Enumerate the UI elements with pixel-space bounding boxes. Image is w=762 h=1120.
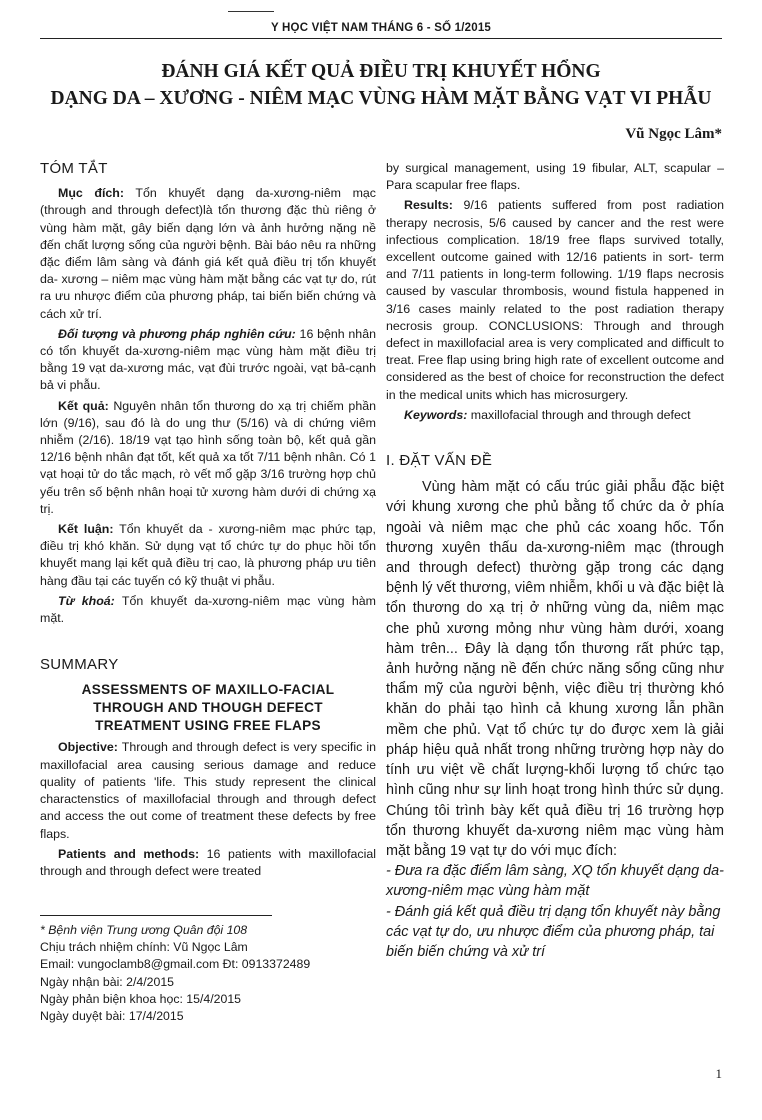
page-number: 1 [715, 1066, 722, 1081]
patients-text: 16 patients with maxillofacial through and through defect were treated [40, 846, 376, 878]
keywords-label: Keywords: [404, 407, 468, 422]
footnotes [40, 922, 376, 1025]
subjects-text: 16 bệnh nhân có tổn khuyết da-xương-niêm mạc vùng hàm mặt điều trị bằng 19 vạt da-xương mác, vạt đùi trước ngoài, vạt bả-cạnh bả vi phẫu. [40, 326, 376, 393]
summary-subtitle-line-1: ASSESSMENTS OF MAXILLO-FACIAL [81, 682, 335, 698]
intro-aim-2: - Đánh giá kết quả điều trị dạng tổn khuyết này bằng các vạt tự do, ưu nhược điểm của phương pháp, tai biến biến chứng và xử trí [386, 903, 721, 960]
footnote-reviewed: Ngày phản biện khoa học: 15/4/2015 [40, 991, 242, 1006]
summary-patients [40, 846, 376, 880]
summary-subtitle [40, 681, 376, 735]
summary-subtitle-line-2: THROUGH AND THOUGH DEFECT [93, 700, 323, 716]
keywords-vi-label: Từ khoá: [58, 593, 115, 608]
intro-aim-1: - Đưa ra đặc điểm lâm sàng, XQ tổn khuyết dạng da-xương-niêm mạc vùng hàm mặt [386, 863, 724, 900]
keywords-text: maxillofacial through and through defect [467, 407, 691, 422]
summary-objective [40, 739, 376, 842]
results-text: 9/16 patients suffered from post radiation therapy necrosis, 5/6 caused by cancer and the rest were infectious complication. 18/19 free flaps survived totally, excellent outcome gained with 12/16 patients in sort- term and 7/11 patients in long-term following. 1/19 flaps necrosis caused by vascular thrombosis, wound fistula happened in 3/16 cases mainly related to the post radiation therapy necrosis group. CONCLUSIONS: Through and through defect in maxillofacial area is very complicated and difficult to treat. Free flap using bring high rate of excellent outcome and considered as the best of choice for reconstruction the defect in the medical units which has microsurgery. [386, 198, 724, 402]
article-title [40, 58, 722, 112]
results-vi-text: Nguyên nhân tổn thương do xạ trị chiếm phần lớn (9/16), sau đó là do ung thư (5/16) và di chứng viêm nhiễm (2/16). 18/19 vạt tạo hình sống toàn bộ, kết quả gần 12/16 bệnh nhân đạt tốt, kết quả xa tốt 7/11 bệnh nhân. Có 1 vạt hoại tử do tắc mạch, rò vết mổ gặp 3/16 trường hợp chủ yếu trên số bệnh nhân hoại tử xương hàm dưới di chứng xạ trị. [40, 398, 376, 516]
objective-label: Objective: [58, 740, 118, 755]
objective-text: Through and through defect is very specific in maxillofacial area causing serious damage and reduce quality of patients 'life. This study represent the clinical charactenstics of maxillofacial through and through defect and access the out come of treatment these defects by free flaps. [40, 740, 376, 841]
summary-results [386, 197, 724, 403]
header-rule [40, 38, 722, 39]
top-decorative-rule [228, 11, 274, 12]
running-head: Y HỌC VIỆT NAM THÁNG 6 - SỐ 1/2015 [270, 22, 492, 34]
title-line-1: ĐÁNH GIÁ KẾT QUẢ ĐIỀU TRỊ KHUYẾT HỔNG [161, 61, 601, 82]
subjects-label: Đối tượng và phương pháp nghiên cứu: [58, 326, 296, 341]
patients-label: Patients and methods: [58, 846, 200, 861]
footnote-responsible: Chịu trách nhiệm chính: Vũ Ngọc Lâm [40, 940, 248, 955]
footnote-affiliation: * Bệnh viện Trung ương Quân đội 108 [40, 923, 248, 937]
results-label: Results: [404, 198, 453, 213]
abstract-subjects [40, 326, 376, 395]
right-column [386, 160, 724, 962]
summary-subtitle-line-3: TREATMENT USING FREE FLAPS [95, 718, 321, 734]
author: Vũ Ngọc Lâm* [625, 126, 722, 142]
intro-body: Vùng hàm mặt có cấu trúc giải phẫu đặc biệt với khung xương che phủ bằng tổ chức da ở phía ngoài và niêm mạc che phủ các xoang hốc. Tổn thương xuyên thấu da-xương-niêm mạc (through and through defect) thường gặp trong các dạng bệnh lý vết thương, viêm nhiễm, khối u và đặc biệt là tổn thương do xạ trị ở những vùng da, niêm mạc che phủ xương mỏng như vùng hàm dưới, xoang hàm trên... Đây là dạng tổn thương rất phức tạp, ảnh hưởng nặng nề đến chức năng sống cũng như thẩm mỹ của người bệnh, việc điều trị thường khó khăn do phải tạo hình cả khung xương lẫn phần mềm che phủ. Vạt tổ chức tự do được xem là giải pháp hiệu quả nhất trong những trường hợp này do tính ưu việt về chất lượng-khối lượng tổ chức tạo hình cũng như sự linh hoạt trong hình thức sử dụng. Chúng tôi trình bày kết quả điều trị 16 trường hợp tổn thương khuyết da-xương niêm mạc vùng hàm mặt bằng 19 vạt tự do với mục đích: [386, 479, 724, 859]
results-vi-label: Kết quả: [58, 398, 109, 413]
intro-heading: I. ĐẶT VẤN ĐỀ [386, 452, 493, 470]
footnote-rule [40, 915, 272, 916]
conclusion-vi-text: Tổn khuyết da - xương-niêm mạc phức tạp, điều trị khó khăn. Sử dụng vạt tổ chức tự do phục hồi tổn khuyết mang lại kết quả điều trị cao, là phương pháp ưu tiên hàng đầu tại các tuyến có kỹ thuật vi phẫu. [40, 522, 376, 588]
purpose-text: Tổn khuyết dạng da-xương-niêm mạc (through and through defect)là tổn thương đặc thù riêng ở vùng hàm mặt, gây biến dạng lớn và ảnh hưởng nặng nề đến chất lượng sống của người bệnh. Bài báo nêu ra những đặc điểm lâm sàng và đánh giá kết quả điều trị tổn khuyết da- xương – niêm mạc vùng hàm mặt bằng các vạt tự do, rút ra ưu nhược điểm của phương pháp, tai biến biến chứng và cách xử trí. [40, 186, 376, 321]
abstract-results [40, 398, 376, 518]
abstract-vi-heading: TÓM TẮT [40, 160, 108, 177]
summary-heading: SUMMARY [40, 656, 119, 674]
conclusion-vi-label: Kết luận: [58, 522, 114, 537]
summary-patients-continued: by surgical management, using 19 fibular, ALT, scapular – Para scapular free flaps. [386, 161, 724, 193]
keywords-vi-text: Tổn khuyết da-xương-niêm mạc vùng hàm mặt. [40, 593, 376, 626]
abstract-purpose [40, 185, 376, 323]
summary-keywords [386, 407, 724, 424]
left-column [40, 160, 376, 883]
purpose-label: Mục đích: [58, 186, 124, 201]
footnote-email: Email: vungoclamb8@gmail.com Đt: 0913372489 [40, 957, 311, 972]
footnote-approved: Ngày duyệt bài: 17/4/2015 [40, 1009, 184, 1024]
footnote-received: Ngày nhận bài: 2/4/2015 [40, 974, 175, 989]
abstract-conclusion [40, 521, 376, 590]
abstract-keywords-vi [40, 593, 376, 627]
title-line-2: DẠNG DA – XƯƠNG - NIÊM MẠC VÙNG HÀM MẶT BẰNG VẠT VI PHẪU [50, 88, 712, 109]
